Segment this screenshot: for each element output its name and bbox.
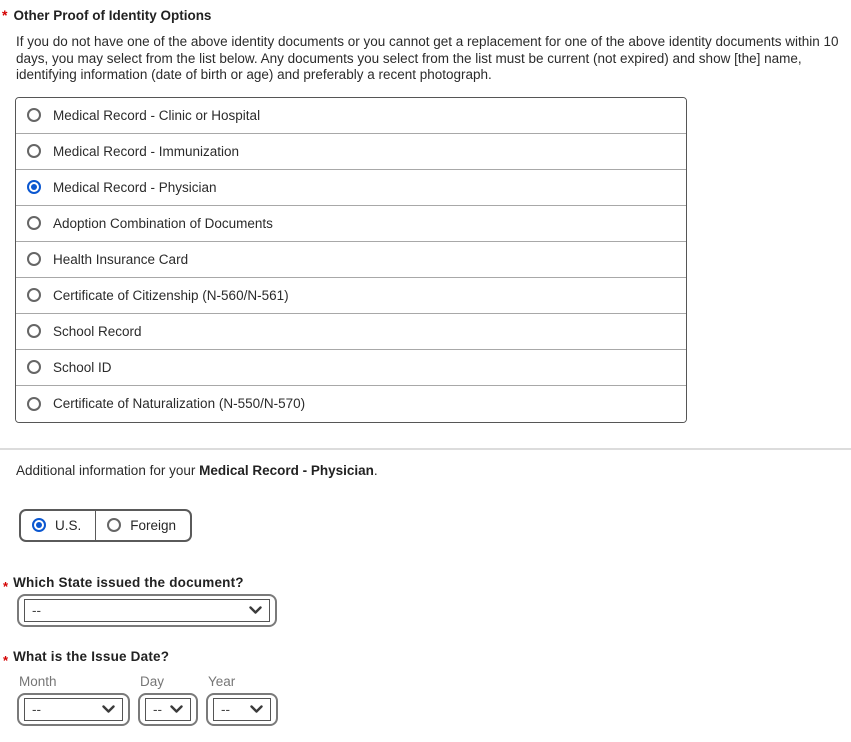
year-select-value: -- xyxy=(221,701,230,717)
option-label: Adoption Combination of Documents xyxy=(53,215,273,231)
radio-button[interactable] xyxy=(27,360,41,374)
origin-label: Foreign xyxy=(130,517,177,533)
option-health-insurance-card[interactable] xyxy=(16,242,686,278)
option-medical-record-physician[interactable] xyxy=(16,170,686,206)
issue-date-month-column xyxy=(0,664,130,726)
radio-button-selected[interactable] xyxy=(32,518,46,532)
section-divider xyxy=(0,448,851,450)
state-select[interactable] xyxy=(24,599,270,622)
state-select-wrapper xyxy=(17,594,277,627)
day-select-wrapper xyxy=(138,693,198,726)
option-school-id[interactable] xyxy=(16,350,686,386)
identity-options-list xyxy=(15,97,687,423)
radio-button[interactable] xyxy=(27,324,41,338)
chevron-down-icon xyxy=(102,705,115,714)
origin-label: U.S. xyxy=(55,517,82,533)
additional-info-suffix: . xyxy=(373,462,378,478)
year-select[interactable] xyxy=(213,698,271,721)
option-school-record[interactable] xyxy=(16,314,686,350)
origin-option-us[interactable] xyxy=(21,511,96,540)
option-label: Medical Record - Immunization xyxy=(53,143,240,159)
chevron-down-icon xyxy=(170,705,183,714)
month-select-wrapper xyxy=(17,693,130,726)
radio-button[interactable] xyxy=(107,518,121,532)
issue-date-day-column xyxy=(130,664,198,726)
chevron-down-icon xyxy=(249,606,262,615)
option-label: Certificate of Naturalization (N-550/N-570) xyxy=(53,396,306,411)
option-adoption-combination-of-documents[interactable] xyxy=(16,206,686,242)
additional-info-prefix: Additional information for your xyxy=(16,462,200,478)
radio-button-selected[interactable] xyxy=(27,180,41,194)
option-medical-record-clinic-or-hospital[interactable] xyxy=(16,98,686,134)
selected-document-name: Medical Record - Physician xyxy=(199,462,374,478)
option-label: Medical Record - Clinic or Hospital xyxy=(53,107,261,123)
page-title: Other Proof of Identity Options xyxy=(13,8,212,23)
day-label: Day xyxy=(140,673,165,689)
additional-info-text xyxy=(16,463,851,478)
month-label: Month xyxy=(19,673,57,689)
issue-date-label-row xyxy=(3,648,851,668)
option-label: Certificate of Citizenship (N-560/N-561) xyxy=(53,287,289,303)
radio-button[interactable] xyxy=(27,252,41,266)
radio-button[interactable] xyxy=(27,397,41,411)
month-select-value: -- xyxy=(32,701,41,717)
issue-date-row xyxy=(0,664,851,726)
option-label: School ID xyxy=(53,359,112,375)
required-asterisk-icon: * xyxy=(3,652,9,668)
required-asterisk-icon: * xyxy=(3,578,9,594)
document-origin-toggle xyxy=(19,509,192,542)
section-header xyxy=(0,0,851,23)
issue-date-year-column xyxy=(198,664,278,726)
day-select[interactable] xyxy=(145,698,191,721)
radio-button[interactable] xyxy=(27,216,41,230)
option-label: Medical Record - Physician xyxy=(53,179,217,195)
month-select[interactable] xyxy=(24,698,123,721)
year-label: Year xyxy=(208,673,236,689)
issue-date-label: What is the Issue Date? xyxy=(13,648,170,664)
state-select-value: -- xyxy=(32,602,41,618)
state-field-label-row xyxy=(3,574,851,594)
chevron-down-icon xyxy=(250,705,263,714)
option-label: School Record xyxy=(53,323,142,339)
origin-option-foreign[interactable] xyxy=(96,511,190,540)
required-asterisk-icon: * xyxy=(2,7,8,23)
radio-button[interactable] xyxy=(27,144,41,158)
radio-button[interactable] xyxy=(27,108,41,122)
day-select-value: -- xyxy=(153,701,162,717)
radio-button[interactable] xyxy=(27,288,41,302)
option-medical-record-immunization[interactable] xyxy=(16,134,686,170)
state-field-label: Which State issued the document? xyxy=(13,574,244,590)
intro-paragraph: If you do not have one of the above identity documents or you cannot get a replacement for one of the above identity documents within 10 days, you may select from the list below. Any documents you select from the list must be current (not expired) and show [the] name, identifying information (date of birth or age) and preferably a recent photograph. xyxy=(16,34,839,82)
year-select-wrapper xyxy=(206,693,278,726)
option-certificate-of-citizenship[interactable] xyxy=(16,278,686,314)
option-label: Health Insurance Card xyxy=(53,251,189,267)
option-certificate-of-naturalization[interactable] xyxy=(16,386,686,422)
